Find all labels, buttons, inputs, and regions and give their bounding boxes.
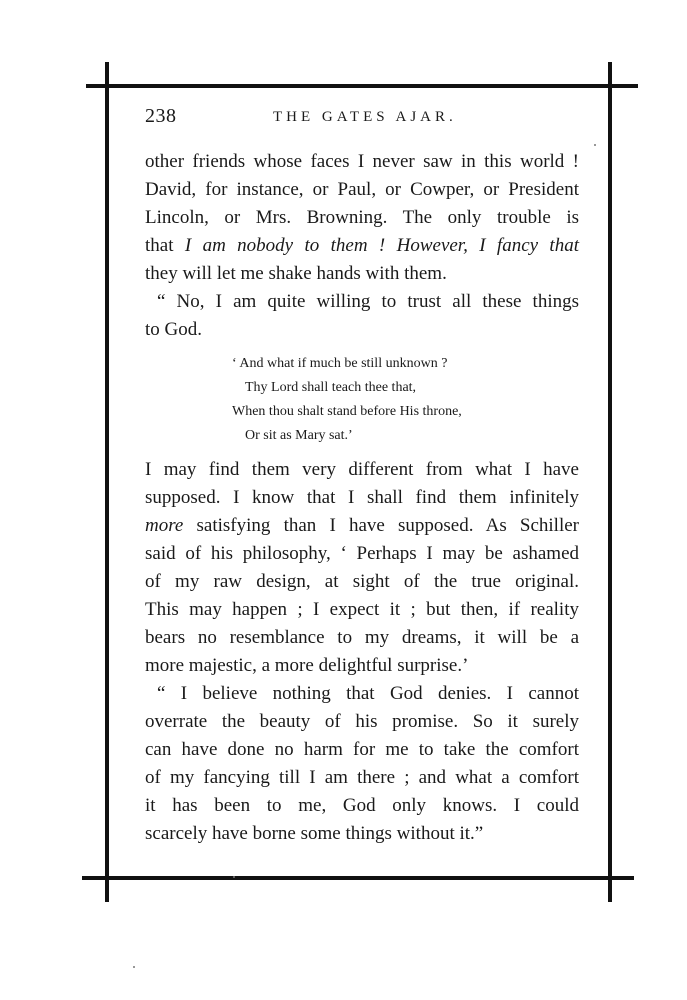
text-line: to God.: [145, 319, 202, 340]
italic-text: I am nobody to them ! However, I fancy that: [184, 235, 579, 256]
verse-line: Thy Lord shall teach thee that,: [245, 380, 417, 395]
verse-line: Or sit as Mary sat.’: [245, 428, 353, 443]
text-line: This may happen ; I expect it ; but then, if reality: [145, 599, 579, 620]
text-line-with-italic: [145, 232, 579, 260]
text-line: of my fancying till I am there ; and what a comfort: [145, 767, 579, 788]
text-line: scarcely have borne some things without it.”: [145, 823, 484, 844]
text-line: “ I believe nothing that God denies. I cannot: [157, 683, 579, 704]
text-line: bears no resemblance to my dreams, it will be a: [145, 627, 579, 648]
text-line: can have done no harm for me to take the comfort: [145, 739, 579, 760]
text-line: David, for instance, or Paul, or Cowper, or President: [145, 179, 579, 200]
frame-rule-bottom: [82, 876, 634, 880]
text-line: they will let me shake hands with them.: [145, 263, 447, 284]
italic-text: more: [145, 515, 184, 536]
paragraph-2: [145, 288, 579, 344]
text-fragment: satisfying than I have supposed. As Schiller: [196, 515, 580, 536]
verse-quote: [232, 352, 462, 448]
text-line: more majestic, a more delightful surprise.’: [145, 655, 469, 676]
page-number: 238: [145, 105, 177, 127]
paragraph-4: [145, 680, 579, 848]
text-line: supposed. I know that I shall find them infinitely: [145, 487, 579, 508]
text-line: of my raw design, at sight of the true original.: [145, 571, 579, 592]
text-fragment: that: [145, 235, 185, 256]
paragraph-3: [145, 456, 579, 680]
paper-speck: [594, 144, 596, 146]
paragraph-1: [145, 148, 579, 288]
running-head: [145, 105, 579, 135]
text-line: “ No, I am quite willing to trust all these things: [157, 291, 579, 312]
text-line: overrate the beauty of his promise. So it surely: [145, 711, 579, 732]
text-line: other friends whose faces I never saw in this world !: [145, 151, 579, 172]
text-line-with-italic: [145, 512, 579, 540]
verse-line: When thou shalt stand before His throne,: [232, 404, 462, 419]
frame-rule-top: [86, 84, 638, 88]
text-line: I may find them very different from what I have: [145, 459, 579, 480]
paper-speck: [233, 876, 235, 878]
verse-line: ‘ And what if much be still unknown ?: [232, 356, 448, 371]
book-title: THE GATES AJAR.: [273, 109, 457, 125]
frame-rule-left: [105, 62, 109, 902]
paper-speck: [133, 966, 135, 968]
text-line: said of his philosophy, ‘ Perhaps I may be ashamed: [145, 543, 579, 564]
text-line: it has been to me, God only knows. I could: [145, 795, 579, 816]
frame-rule-right: [608, 62, 612, 902]
text-line: Lincoln, or Mrs. Browning. The only trouble is: [145, 207, 579, 228]
